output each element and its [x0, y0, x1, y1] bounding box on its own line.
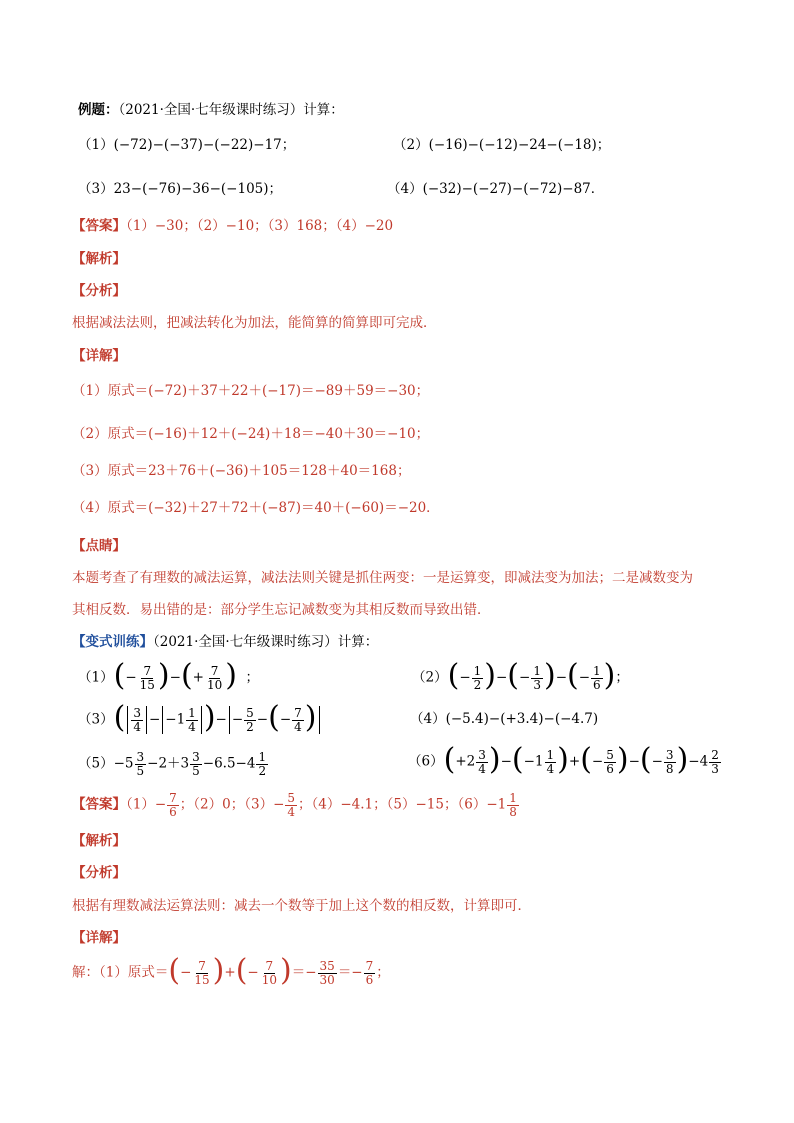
- q5-number: （5）: [78, 755, 114, 772]
- fenxi-heading: 【分析】: [72, 283, 126, 299]
- practice-question-1: （1）(− $\frac{7}{15}$ )−(+ $\frac{7}{10}$ ) ；: [78, 658, 260, 693]
- practice-question-5: （5）−5 $\frac{3}{5}$ −2＋3 $\frac{3}{5}$ −6.5−4 $\frac{1}{2}$: [78, 750, 267, 778]
- example-question-1: （1）(−72)−(−37)−(−22)−17；: [78, 137, 296, 153]
- practice-question-6: （6）(+2 $\frac{3}{4}$ )−(−1 $\frac{1}{4}$ )+(− $\frac{5}{6}$ )−(− $\frac{3}{8}$ )−4 $\frac{2}{3}$: [408, 742, 719, 777]
- dianjing-heading: 【点睛】: [72, 538, 126, 554]
- example-question-3: （3）23−(−76)−36−(−105)；: [78, 181, 283, 197]
- example-heading: [78, 104, 344, 118]
- practice-xiangjie-heading: 【详解】: [72, 930, 126, 946]
- analysis-text: 根据减法法则，把减法转化为加法，能简算的简算即可完成．: [72, 315, 437, 331]
- q6-number: （6）: [408, 753, 444, 770]
- practice-heading: [72, 636, 378, 650]
- answer-text: （1）−30；（2）−10；（3）168；（4）−20: [126, 218, 394, 234]
- example-answer: [72, 220, 393, 234]
- practice-label: 【变式训练】: [72, 634, 153, 650]
- practice-answer-1: （1）−: [126, 796, 167, 813]
- practice-question-3: （3）( $\frac{3}{4}$ − −1 $\frac{1}{4}$ )− − $\frac{5}{2}$ −(− $\frac{7}{4}$ ): [78, 705, 322, 735]
- example-question-2: （2）(−16)−(−12)−24−(−18)；: [393, 137, 611, 153]
- practice-question-4: （4）(−5.4)−(+3.4)−(−4.7): [410, 711, 599, 727]
- example-source: （2021·全国·七年级课时练习）计算：: [118, 102, 344, 118]
- example-question-4: （4）(−32)−(−27)−(−72)−87．: [387, 181, 605, 197]
- example-label: 例题：: [78, 102, 119, 118]
- practice-solution-1: 解：（1）原式＝(− $\frac{7}{15}$ )+(− $\frac{7}{10}$ )＝− $\frac{35}{30}$ ＝− $\frac{7}{6}$ ；: [72, 953, 390, 988]
- answer-tag: 【答案】: [72, 218, 126, 234]
- solution-3: （3）原式＝23＋76＋(−36)＋105＝128＋40＝168；: [72, 463, 411, 479]
- solution-4: （4）原式＝(−32)＋27＋72＋(−87)＝40＋(−60)＝−20．: [72, 500, 440, 516]
- practice-answer-tag: 【答案】: [72, 796, 126, 813]
- jiexi-heading: 【解析】: [72, 251, 126, 267]
- practice-answer-2-3: ；（2）0；（3）−: [179, 796, 285, 813]
- solution-2: （2）原式＝(−16)＋12＋(−24)＋18＝−40＋30＝−10；: [72, 426, 430, 442]
- practice-fenxi-heading: 【分析】: [72, 865, 126, 881]
- xiangjie-heading: 【详解】: [72, 348, 126, 364]
- comment-line-1: 本题考查了有理数的减法运算，减法法则关键是抓住两变：一是运算变，即减法变为加法；二是减数变为: [72, 570, 693, 586]
- q3-number: （3）: [78, 711, 114, 728]
- practice-analysis-text: 根据有理数减法运算法则：减去一个数等于加上这个数的相反数，计算即可．: [72, 898, 531, 914]
- practice-jiexi-heading: 【解析】: [72, 833, 126, 849]
- practice-answer: 【答案】（1）− $\frac{7}{6}$ ；（2）0；（3）− $\frac{5}{4}$ ；（4）−4.1；（5）−15；（6）−1 $\frac{1}{8}$: [72, 791, 517, 819]
- practice-question-2: （2）(− $\frac{1}{2}$ )−(− $\frac{1}{3}$ )−(− $\frac{1}{6}$ )；: [412, 658, 629, 693]
- practice-source: （2021·全国·七年级课时练习）计算：: [153, 634, 379, 650]
- practice-solution-prefix: 解：（1）原式＝: [72, 964, 169, 981]
- q1-number: （1）: [78, 669, 114, 686]
- comment-line-2: 其相反数．易出错的是：部分学生忘记减数变为其相反数而导致出错．: [72, 602, 491, 618]
- solution-1: （1）原式＝(−72)＋37＋22＋(−17)＝−89＋59＝−30；: [72, 383, 430, 399]
- practice-answer-4-6: ；（4）−4.1；（5）−15；（6）−1: [298, 796, 507, 813]
- q2-number: （2）: [412, 669, 448, 686]
